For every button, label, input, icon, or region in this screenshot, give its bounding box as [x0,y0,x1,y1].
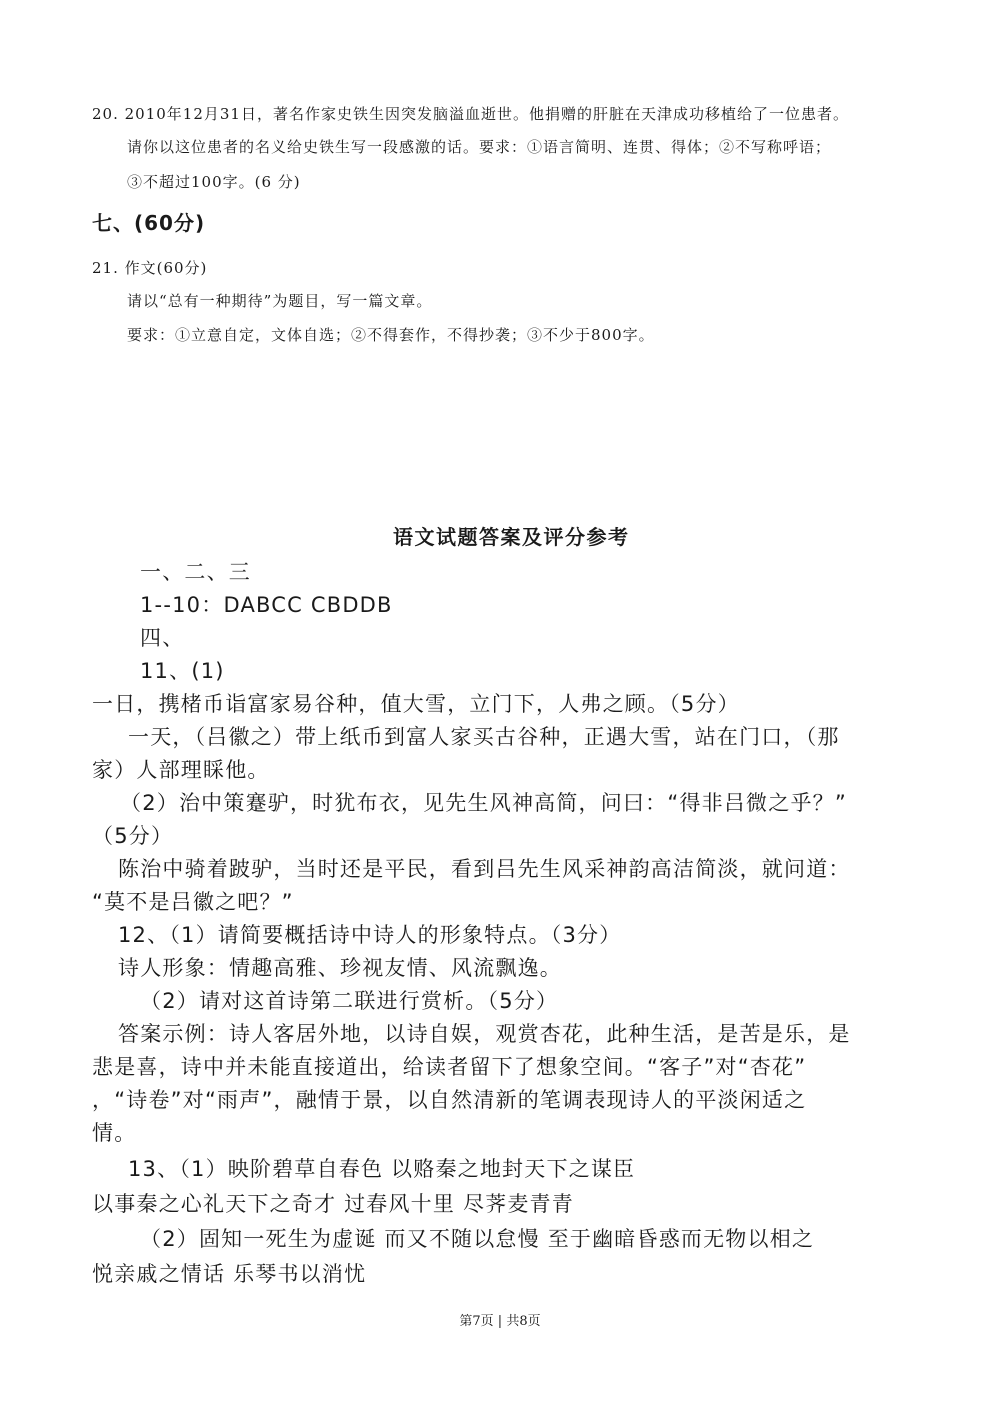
answer-line: （2）请对这首诗第二联进行赏析。（5分） [140,989,559,1013]
page-footer: 第7页 | 共8页 [459,1314,541,1329]
answer-line: 答案示例：诗人客居外地，以诗自娱，观赏杏花，此种生活，是苦是乐，是 [118,1022,851,1046]
answer-line: （2）治中策蹇驴，时犹布衣，见先生风神高简，问曰：“得非吕微之乎？” [120,791,847,815]
answer-line: 一日，携楮币诣富家易谷种，值大雪，立门下，人弗之顾。（5分） [92,692,740,716]
q21-line-2: 请以“总有一种期待”为题目，写一篇文章。 [127,292,433,310]
q20-line-2: 请你以这位患者的名义给史铁生写一段感激的话。要求：①语言简明、连贯、得体；②不写称呼语； [127,138,832,156]
answer-line: （5分） [92,824,174,848]
answer-line: 11、(1) [140,659,225,683]
answer-line: 悲是喜，诗中并未能直接道出，给读者留下了想象空间。“客子”对“杏花” [92,1055,807,1079]
answer-line: 情。 [92,1121,137,1145]
answer-line: 1--10：DABCC CBDDB [140,593,393,617]
section-7-heading: 七、(60分) [92,211,206,235]
answer-line: 悦亲戚之情话 乐琴书以消忧 [92,1262,367,1286]
q20-line-1: 20. 2010年12月31日，著名作家史铁生因突发脑溢血逝世。他捐赠的肝脏在天津成功移植给了一位患者。 [92,105,849,123]
answers-title: 语文试题答案及评分参考 [393,525,630,549]
answer-line: 家）人部理睬他。 [92,758,270,782]
q20-line-3: ③不超过100字。(6 分) [127,173,301,191]
answer-line: 一、二、三 [140,560,251,584]
q21-line-1: 21. 作文(60分) [92,259,208,277]
answer-line: 以事秦之心礼天下之奇才 过春风十里 尽荠麦青青 [92,1192,574,1216]
answer-line: “莫不是吕徽之吧？” [92,890,294,914]
answer-line: 陈治中骑着跛驴，当时还是平民，看到吕先生风采神韵高洁简淡，就问道： [118,857,851,881]
answer-line: ，“诗卷”对“雨声”，融情于景，以自然清新的笔调表现诗人的平淡闲适之 [92,1088,807,1112]
answer-line: 12、（1）请简要概括诗中诗人的形象特点。（3分） [118,923,622,947]
answer-line: 13、（1）映阶碧草自春色 以赂秦之地封天下之谋臣 [128,1157,636,1181]
q21-line-3: 要求：①立意自定，文体自选；②不得套作，不得抄袭；③不少于800字。 [127,326,655,344]
answer-line: 四、 [140,626,185,650]
answer-line: 一天，（吕徽之）带上纸币到富人家买古谷种，正遇大雪，站在门口，（那 [128,725,840,749]
answer-line: 诗人形象：情趣高雅、珍视友情、风流飘逸。 [118,956,562,980]
answer-line: （2）固知一死生为虚诞 而又不随以怠慢 至于幽暗昏惑而无物以相之 [140,1227,815,1251]
